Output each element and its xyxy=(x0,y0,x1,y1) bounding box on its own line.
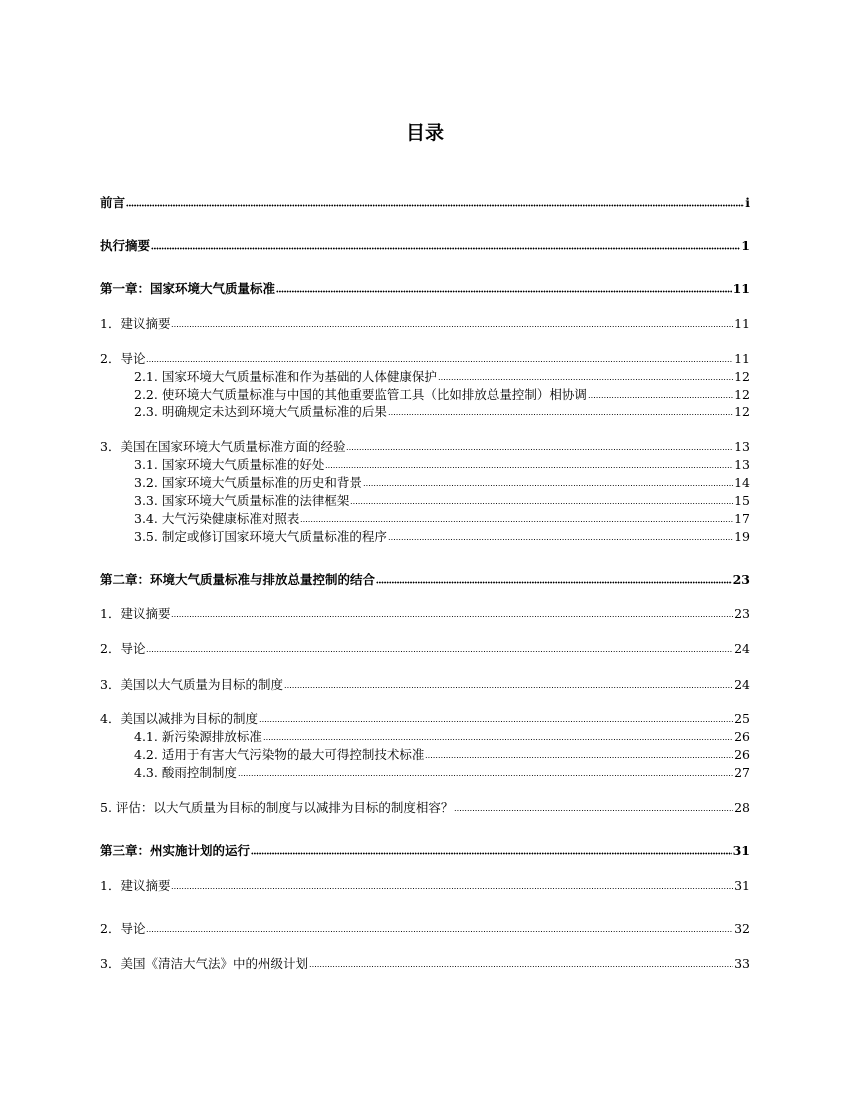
toc-entry-page: 11 xyxy=(734,316,750,331)
dot-leader xyxy=(388,413,733,416)
toc-entry-label: 2.3. 明确规定未达到环境大气质量标准的后果 xyxy=(134,404,387,419)
toc-entry-label: 4.3. 酸雨控制制度 xyxy=(134,765,237,780)
toc-entry-page: 32 xyxy=(734,921,750,936)
toc-entry-ch3-summary[interactable] xyxy=(100,875,750,893)
dot-leader xyxy=(251,852,732,855)
toc-entry-label: 1．建议摘要 xyxy=(100,316,171,331)
dot-leader xyxy=(454,809,733,812)
toc-entry-ch2-evaluation[interactable] xyxy=(100,797,750,815)
dot-leader xyxy=(171,615,733,618)
dot-leader xyxy=(325,466,733,469)
toc-entry-ch1-3-2[interactable] xyxy=(134,472,750,490)
toc-entry-chapter-2[interactable] xyxy=(100,569,750,587)
toc-entry-ch2-summary[interactable] xyxy=(100,603,750,621)
toc-entry-page: 13 xyxy=(734,457,750,472)
toc-entry-label: 2．导论 xyxy=(100,641,146,656)
toc-entry-ch3-state-plans[interactable] xyxy=(100,953,750,971)
toc-entry-executive-summary[interactable] xyxy=(100,235,750,253)
toc-entry-page: 26 xyxy=(734,747,750,762)
toc-entry-ch1-3-1[interactable] xyxy=(134,454,750,472)
toc-entry-ch1-2-2[interactable] xyxy=(134,384,750,402)
toc-entry-label: 3．美国《清洁大气法》中的州级计划 xyxy=(100,956,308,971)
toc-entry-ch1-summary[interactable] xyxy=(100,313,750,331)
toc-entry-ch2-4-3[interactable] xyxy=(134,762,750,780)
dot-leader xyxy=(146,930,733,933)
toc-entry-ch1-2-1[interactable] xyxy=(134,366,750,384)
dot-leader xyxy=(146,650,733,653)
dot-leader xyxy=(284,686,733,689)
dot-leader xyxy=(146,360,733,363)
toc-entry-label: 5. 评估：以大气质量为目标的制度与以减排为目标的制度相容？ xyxy=(100,800,454,815)
dot-leader xyxy=(238,774,733,777)
dot-leader xyxy=(300,520,733,523)
toc-entry-page: 31 xyxy=(732,843,750,858)
toc-entry-label: 3．美国以大气质量为目标的制度 xyxy=(100,677,283,692)
toc-entry-label: 4.1. 新污染源排放标准 xyxy=(134,729,262,744)
toc-entry-chapter-1[interactable] xyxy=(100,278,750,296)
dot-leader xyxy=(425,756,733,759)
toc-entry-label: 3.2. 国家环境大气质量标准的历史和背景 xyxy=(134,475,362,490)
toc-entry-page: 11 xyxy=(732,281,750,296)
toc-entry-page: 24 xyxy=(734,677,750,692)
toc-entry-ch1-us-experience[interactable] xyxy=(100,436,750,454)
toc-entry-ch2-introduction[interactable] xyxy=(100,638,750,656)
dot-leader xyxy=(126,204,744,207)
toc-entry-label: 3．美国在国家环境大气质量标准方面的经验 xyxy=(100,439,346,454)
toc-entry-ch1-2-3[interactable] xyxy=(134,401,750,419)
toc-entry-page: 13 xyxy=(734,439,750,454)
dot-leader xyxy=(263,738,733,741)
toc-entry-page: 33 xyxy=(734,956,750,971)
toc-entry-page: 12 xyxy=(734,387,750,402)
toc-entry-page: i xyxy=(745,195,750,210)
toc-entry-label: 第二章：环境大气质量标准与排放总量控制的结合 xyxy=(100,572,376,587)
dot-leader xyxy=(276,290,732,293)
toc-entry-label: 2.1. 国家环境大气质量标准和作为基础的人体健康保护 xyxy=(134,369,437,384)
toc-entry-label: 2．导论 xyxy=(100,921,146,936)
toc-entry-page: 27 xyxy=(734,765,750,780)
dot-leader xyxy=(346,448,733,451)
dot-leader xyxy=(151,247,740,250)
toc-entry-label: 3.3. 国家环境大气质量标准的法律框架 xyxy=(134,493,350,508)
toc-entry-page: 14 xyxy=(734,475,750,490)
toc-entry-page: 15 xyxy=(734,493,750,508)
toc-entry-label: 前言 xyxy=(100,195,126,210)
page-title: 目录 xyxy=(405,122,444,144)
dot-leader xyxy=(350,502,733,505)
toc-entry-label: 第一章：国家环境大气质量标准 xyxy=(100,281,276,296)
toc-entry-label: 1．建议摘要 xyxy=(100,878,171,893)
toc-entry-page: 11 xyxy=(734,351,750,366)
toc-entry-label: 3.5. 制定或修订国家环境大气质量标准的程序 xyxy=(134,529,387,544)
toc-entry-label: 3.4. 大气污染健康标准对照表 xyxy=(134,511,300,526)
toc-entry-label: 第三章：州实施计划的运行 xyxy=(100,843,251,858)
toc-entry-ch1-3-4[interactable] xyxy=(134,508,750,526)
toc-entry-page: 23 xyxy=(734,606,750,621)
toc-entry-page: 1 xyxy=(741,238,750,253)
dot-leader xyxy=(171,325,733,328)
toc-entry-ch1-introduction[interactable] xyxy=(100,348,750,366)
toc-entry-ch2-air-quality-system[interactable] xyxy=(100,674,750,692)
toc-entry-label: 执行摘要 xyxy=(100,238,151,253)
toc-entry-page: 26 xyxy=(734,729,750,744)
dot-leader xyxy=(309,965,733,968)
dot-leader xyxy=(376,581,732,584)
toc-entry-page: 23 xyxy=(732,572,750,587)
toc-entry-page: 25 xyxy=(734,711,750,726)
toc-entry-ch1-3-5[interactable] xyxy=(134,526,750,544)
toc-entry-ch3-introduction[interactable] xyxy=(100,918,750,936)
toc-entry-label: 2．导论 xyxy=(100,351,146,366)
toc-entry-chapter-3[interactable] xyxy=(100,840,750,858)
toc-entry-page: 19 xyxy=(734,529,750,544)
toc-entry-label: 1．建议摘要 xyxy=(100,606,171,621)
toc-entry-ch2-4-1[interactable] xyxy=(134,726,750,744)
toc-entry-ch2-4-2[interactable] xyxy=(134,744,750,762)
dot-leader xyxy=(588,396,733,399)
toc-entry-preface[interactable] xyxy=(100,192,750,210)
dot-leader xyxy=(363,484,733,487)
toc-entry-page: 31 xyxy=(734,878,750,893)
toc-entry-label: 4．美国以减排为目标的制度 xyxy=(100,711,258,726)
toc-entry-page: 12 xyxy=(734,404,750,419)
dot-leader xyxy=(171,887,733,890)
toc-entry-ch1-3-3[interactable] xyxy=(134,490,750,508)
toc-entry-label: 4.2. 适用于有害大气污染物的最大可得控制技术标准 xyxy=(134,747,425,762)
dot-leader xyxy=(438,378,733,381)
toc-entry-label: 2.2. 使环境大气质量标准与中国的其他重要监管工具（比如排放总量控制）相协调 xyxy=(134,387,587,402)
toc-entry-page: 24 xyxy=(734,641,750,656)
toc-entry-ch2-emission-reduction-system[interactable] xyxy=(100,708,750,726)
dot-leader xyxy=(388,538,733,541)
toc-entry-page: 17 xyxy=(734,511,750,526)
toc-entry-page: 12 xyxy=(734,369,750,384)
toc-entry-label: 3.1. 国家环境大气质量标准的好处 xyxy=(134,457,325,472)
toc-entry-page: 28 xyxy=(734,800,750,815)
dot-leader xyxy=(259,720,733,723)
